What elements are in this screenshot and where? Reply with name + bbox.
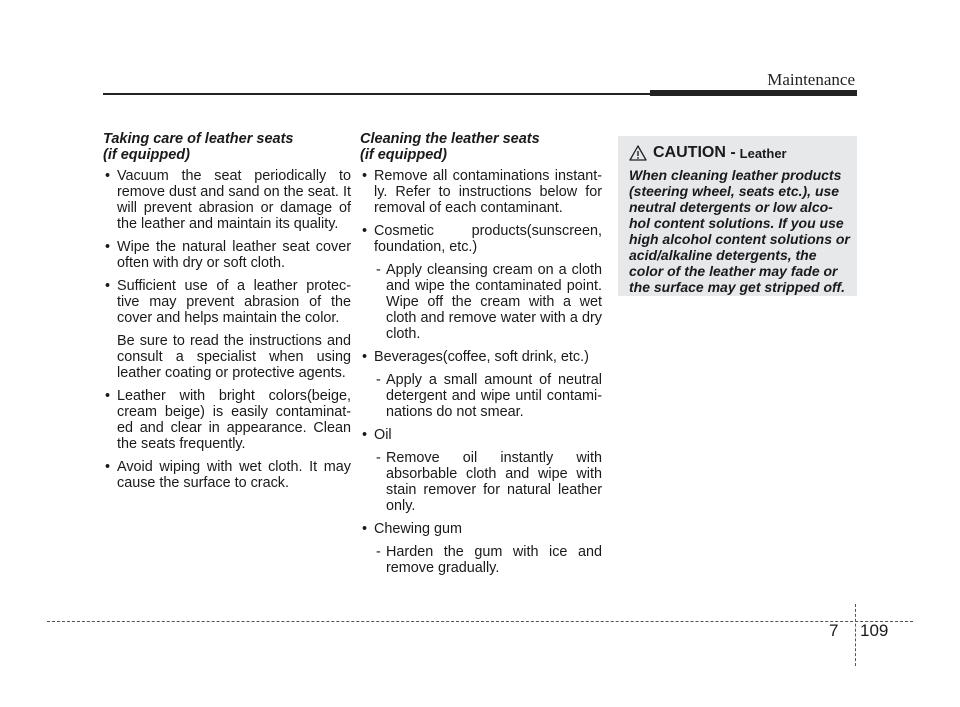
footer-divider <box>855 604 856 666</box>
section-title-line2: (if equipped) <box>360 147 447 163</box>
section-title-cleaning <box>360 131 602 163</box>
sub-oil: - Remove oil instantly with absorbable cloth and wipe with stain remover for natural leather only. <box>360 450 602 514</box>
page-number: 109 <box>860 621 889 640</box>
paragraph-instructions: Be sure to read the instructions and consult a specialist when using leather coating or protective agents. <box>117 333 351 381</box>
bullet-protective: • Sufficient use of a leather protec- tive may prevent abrasion of the cover and helps maintain the color. <box>103 278 351 326</box>
footer-rule <box>47 621 913 622</box>
caution-box <box>618 136 857 296</box>
section-title-line2: (if equipped) <box>103 147 190 163</box>
caution-label: CAUTION - <box>653 144 736 161</box>
caution-text: When cleaning leather products (steering wheel, seats etc.), use neutral detergents or low alco- hol content solutions. If you use high alcohol content solutions or acid/alkaline detergents, the color of the leather may fade or the surface may get stripped off. <box>629 167 850 295</box>
bullet-beverages: • Beverages(coffee, soft drink, etc.) <box>360 349 602 365</box>
caution-heading <box>629 144 850 162</box>
bullet-bright-colors: • Leather with bright colors(beige, cream beige) is easily contaminat- ed and clear in appearance. Clean the seats frequently. <box>103 388 351 452</box>
caution-subject: Leather <box>739 145 787 161</box>
bullet-wet-cloth: • Avoid wiping with wet cloth. It may cause the surface to crack. <box>103 459 351 491</box>
sub-cosmetic: - Apply cleansing cream on a cloth and wipe the contaminated point. Wipe off the cream with a wet cloth and remove water with a dry cloth. <box>360 262 602 342</box>
middle-column <box>360 131 602 583</box>
bullet-wipe: • Wipe the natural leather seat cover often with dry or soft cloth. <box>103 239 351 271</box>
header-title: Maintenance <box>767 70 855 89</box>
bullet-cosmetic: • Cosmetic products(sunscreen, foundation, etc.) <box>360 223 602 255</box>
sub-chewing-gum: - Harden the gum with ice and remove gradually. <box>360 544 602 576</box>
left-column <box>103 131 351 498</box>
warning-triangle-icon <box>629 145 647 161</box>
header-rule-bar <box>650 90 857 96</box>
bullet-chewing-gum: • Chewing gum <box>360 521 602 537</box>
sub-beverages: - Apply a small amount of neutral detergent and wipe until contami- nations do not smear. <box>360 372 602 420</box>
section-title-leather-care <box>103 131 351 163</box>
bullet-vacuum: • Vacuum the seat periodically to remove dust and sand on the seat. It will prevent abrasion or damage of the leather and maintain its quality. <box>103 168 351 232</box>
section-title-line1: Cleaning the leather seats <box>360 131 540 147</box>
bullet-remove-contaminations: • Remove all contaminations instant- ly. Refer to instructions below for removal of each contaminant. <box>360 168 602 216</box>
section-title-line1: Taking care of leather seats <box>103 131 294 147</box>
bullet-oil: • Oil <box>360 427 602 443</box>
chapter-number: 7 <box>829 621 839 640</box>
